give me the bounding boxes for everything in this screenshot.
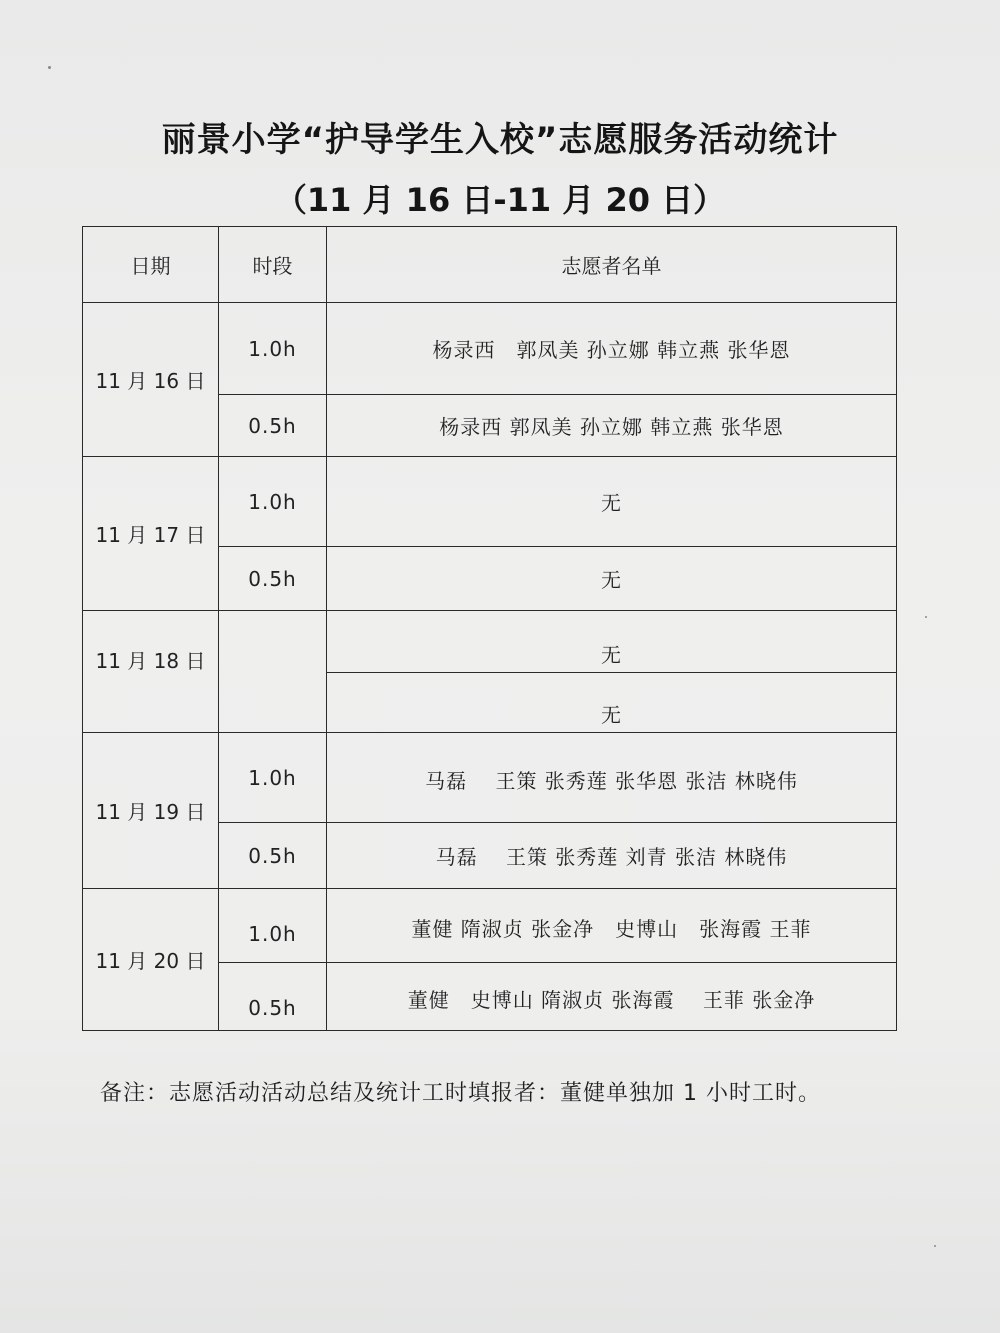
names-cell: 董健 隋淑贞 张金净 史博山 张海霞 王菲 (327, 889, 897, 963)
footnote: 备注：志愿活动活动总结及统计工时填报者：董健单独加 1 小时工时。 (100, 1081, 821, 1106)
period-cell (219, 611, 327, 733)
period-cell: 1.0h (219, 889, 327, 963)
period-cell: 0.5h (219, 395, 327, 457)
volunteer-table (82, 226, 897, 1031)
period-cell: 1.0h (219, 733, 327, 823)
date-cell: 11 月 19 日 (83, 733, 219, 889)
document-title: 丽景小学“护导学生入校”志愿服务活动统计 (161, 120, 839, 160)
period-cell: 0.5h (219, 963, 327, 1031)
period-cell: 0.5h (219, 823, 327, 889)
names-cell: 董健 史博山 隋淑贞 张海霞 王菲 张金净 (327, 963, 897, 1031)
table-row (83, 889, 897, 963)
paper-speck (925, 616, 927, 618)
table-row (83, 611, 897, 673)
document-subtitle: （11 月 16 日-11 月 20 日） (274, 181, 726, 219)
table-header-row (83, 227, 897, 303)
names-cell: 无 (327, 457, 897, 547)
paper-speck (934, 1245, 936, 1247)
names-cell: 无 (327, 547, 897, 611)
paper-speck (48, 66, 51, 69)
table-row (83, 457, 897, 547)
table-row (83, 303, 897, 395)
period-cell: 0.5h (219, 547, 327, 611)
table-row (83, 733, 897, 823)
names-cell: 无 (327, 673, 897, 733)
header-period: 时段 (219, 227, 327, 303)
period-cell: 1.0h (219, 303, 327, 395)
names-cell: 马磊 王策 张秀莲 刘青 张洁 林晓伟 (327, 823, 897, 889)
header-date: 日期 (83, 227, 219, 303)
names-cell: 无 (327, 611, 897, 673)
date-cell: 11 月 16 日 (83, 303, 219, 457)
date-cell: 11 月 20 日 (83, 889, 219, 1031)
names-cell: 马磊 王策 张秀莲 张华恩 张洁 林晓伟 (327, 733, 897, 823)
header-names: 志愿者名单 (327, 227, 897, 303)
names-cell: 杨录西 郭凤美 孙立娜 韩立燕 张华恩 (327, 395, 897, 457)
date-cell: 11 月 17 日 (83, 457, 219, 611)
names-cell: 杨录西 郭凤美 孙立娜 韩立燕 张华恩 (327, 303, 897, 395)
period-cell: 1.0h (219, 457, 327, 547)
date-cell: 11 月 18 日 (83, 611, 219, 733)
